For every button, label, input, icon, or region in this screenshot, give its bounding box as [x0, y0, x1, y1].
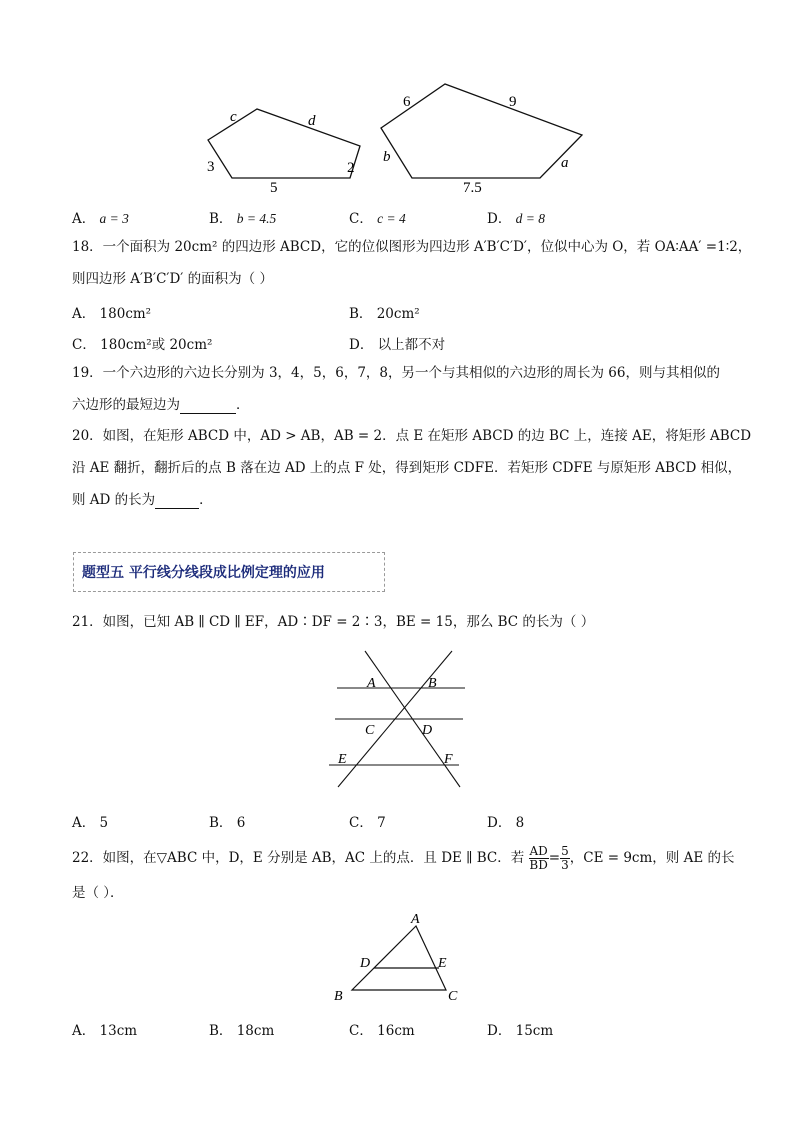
label-a: a	[561, 155, 569, 171]
q18-option-c[interactable]: C． 180cm²或 20cm²	[72, 337, 213, 353]
q18-option-a[interactable]: A． 180cm²	[72, 306, 152, 322]
section-title: 题型五 平行线分线段成比例定理的应用	[82, 565, 325, 581]
q20-stem-line2: 沿 AE 翻折，翻折后的点 B 落在边 AD 上的点 F 处，得到矩形 CDFE．若矩形 CDFE 与原矩形 ABCD 相似，	[72, 460, 742, 476]
q19-answer-blank[interactable]	[180, 400, 236, 414]
q17-option-d[interactable]: D． d = 8	[487, 211, 545, 227]
q22-stem-line2: 是（ ）．	[72, 885, 124, 901]
q18-option-b[interactable]: B． 20cm²	[349, 306, 420, 322]
q17-pentagons-figure	[190, 78, 600, 198]
q22-option-a[interactable]: A． 13cm	[72, 1023, 138, 1039]
q22-option-c[interactable]: C． 16cm	[349, 1023, 415, 1039]
label-A: A	[411, 912, 420, 927]
q21-option-d[interactable]: D． 8	[487, 815, 525, 831]
label-b: b	[383, 149, 391, 165]
label-9: 9	[509, 94, 517, 110]
label-3: 3	[207, 159, 215, 175]
label-c: c	[230, 109, 237, 125]
q21-option-a[interactable]: A． 5	[72, 815, 109, 831]
label-B: B	[428, 676, 437, 691]
q17-option-b[interactable]: B． b = 4.5	[209, 211, 277, 227]
q22-option-b[interactable]: B． 18cm	[209, 1023, 275, 1039]
q18-option-d[interactable]: D． 以上都不对	[349, 337, 446, 353]
label-5: 5	[270, 180, 278, 196]
label-D: D	[360, 956, 371, 971]
label-E: E	[338, 752, 347, 767]
q21-option-c[interactable]: C． 7	[349, 815, 386, 831]
label-C: C	[448, 989, 458, 1004]
q21-parallel-lines-figure	[325, 645, 470, 793]
q22-stem-line1: 22．如图，在▽ABC 中，D，E 分别是 AB，AC 上的点．且 DE ∥ BC．若 $\frac{AD}{BD}$ = $\frac{5}{3}$ ，CE = 9cm，则 AE 的长	[72, 844, 735, 872]
label-7-5: 7.5	[463, 180, 482, 196]
q18-stem-line2: 则四边形 A′B′C′D′ 的面积为（ ）	[72, 271, 273, 287]
label-F: F	[444, 752, 453, 767]
q20-stem-line1: 20．如图，在矩形 ABCD 中，AD > AB，AB = 2．点 E 在矩形 ABCD 的边 BC 上，连接 AE，将矩形 ABCD	[72, 428, 752, 444]
label-B: B	[334, 989, 343, 1004]
label-A: A	[367, 676, 376, 691]
q22-option-d[interactable]: D． 15cm	[487, 1023, 554, 1039]
large-pentagon	[381, 84, 582, 178]
q18-stem-line1: 18．一个面积为 20cm² 的四边形 ABCD，它的位似图形为四边形 A′B′C′D′，位似中心为 O，若 OA∶AA′ =1∶2，	[72, 239, 752, 255]
label-6: 6	[403, 94, 411, 110]
label-2: 2	[347, 160, 355, 176]
label-E: E	[438, 956, 447, 971]
label-C: C	[365, 723, 375, 738]
q17-option-c[interactable]: C． c = 4	[349, 211, 406, 227]
label-d: d	[308, 113, 316, 129]
q21-option-b[interactable]: B． 6	[209, 815, 246, 831]
q22-fraction-ad-bd: $\frac{AD}{BD}$	[529, 844, 548, 872]
q22-triangle-figure	[328, 908, 468, 1006]
q20-stem-line3: 则 AD 的长为 ．	[72, 492, 213, 508]
label-D: D	[422, 723, 433, 738]
q19-stem-line1: 19．一个六边形的六边长分别为 3，4，5，6，7，8，另一个与其相似的六边形的周长为 66，则与其相似的	[72, 365, 720, 381]
q17-option-a[interactable]: A． a = 3	[72, 211, 129, 227]
q21-stem: 21．如图，已知 AB ∥ CD ∥ EF，AD∶DF = 2∶3，BE = 15，那么 BC 的长为（ ）	[72, 614, 595, 630]
q20-answer-blank[interactable]	[155, 495, 199, 509]
q22-fraction-5-3: $\frac{5}{3}$	[561, 844, 569, 872]
q19-stem-line2: 六边形的最短边为 ．	[72, 397, 250, 413]
